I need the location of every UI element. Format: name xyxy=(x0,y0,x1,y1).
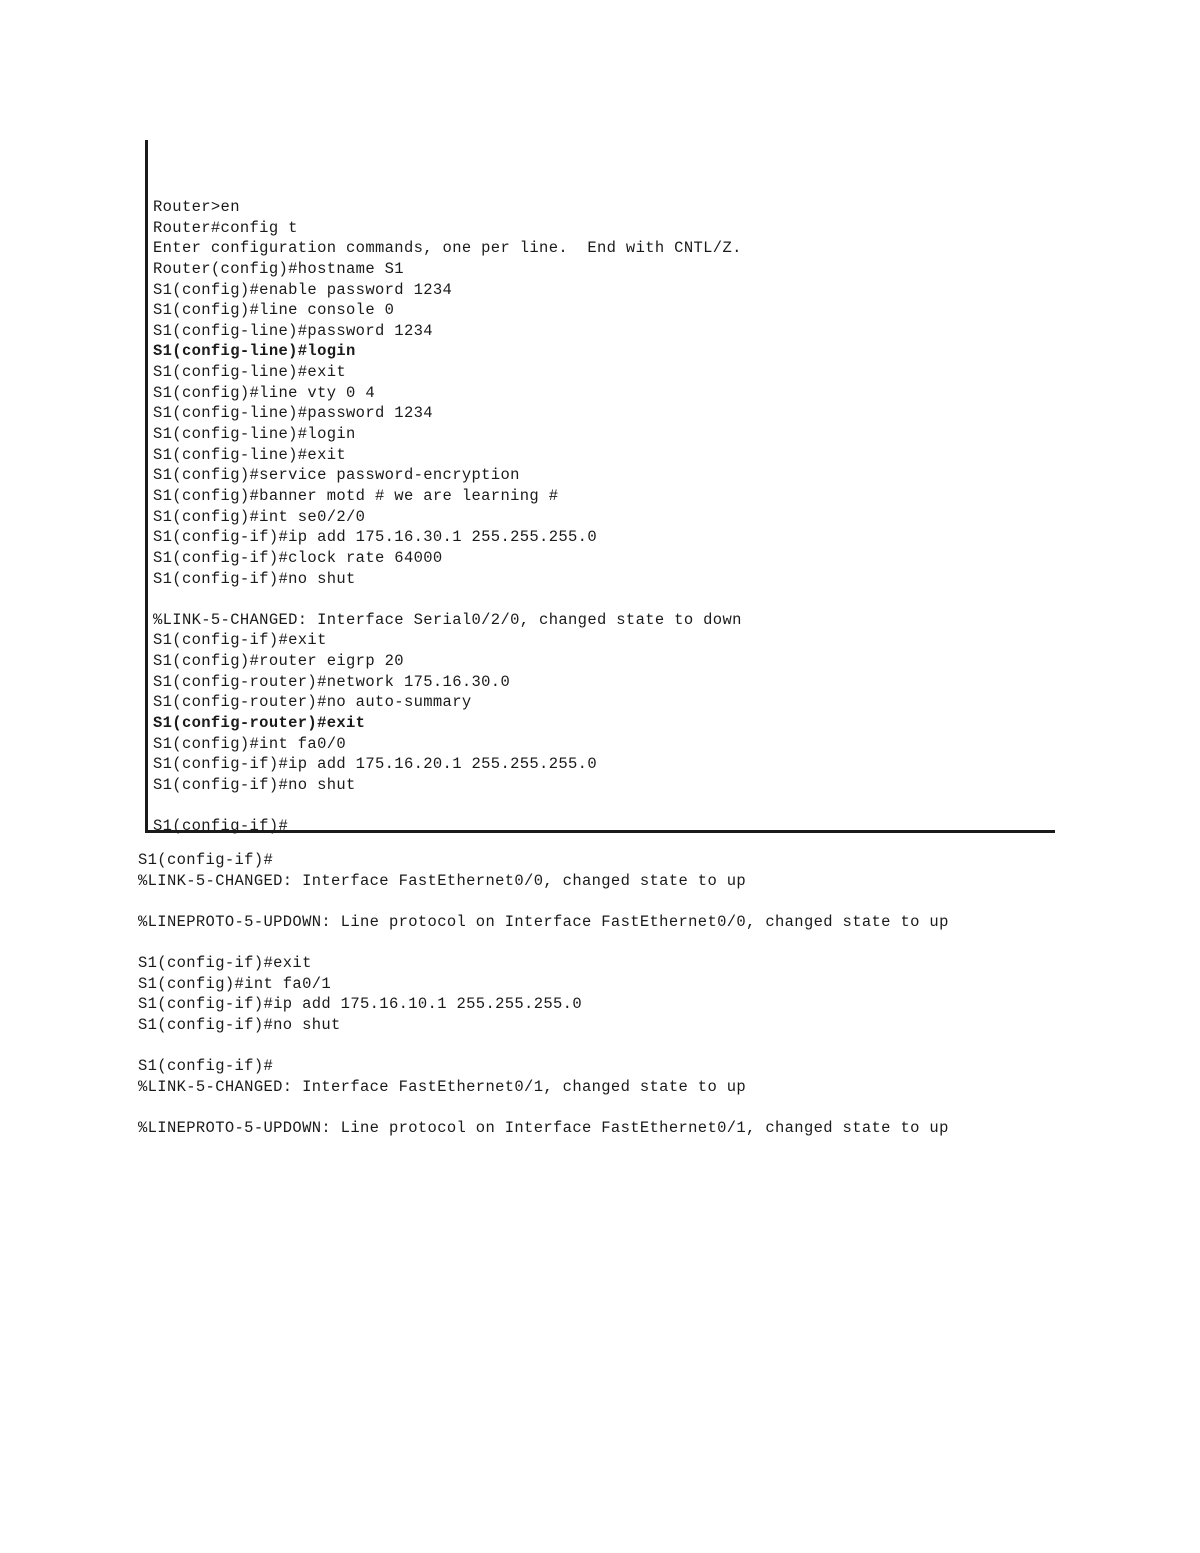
terminal-line: S1(config-router)#network 175.16.30.0 xyxy=(153,672,511,691)
terminal-line: S1(config)#router eigrp 20 xyxy=(153,652,404,671)
terminal-line: %LINK-5-CHANGED: Interface Serial0/2/0, changed state to down xyxy=(153,610,742,629)
terminal-line: S1(config)#int se0/2/0 xyxy=(153,507,366,526)
continuation-line xyxy=(138,933,949,954)
terminal-line: S1(config-if)#no shut xyxy=(153,569,356,588)
terminal-line: S1(config-if)#no shut xyxy=(153,775,356,794)
continuation-line xyxy=(138,1036,949,1057)
continuation-line: S1(config-if)#no shut xyxy=(138,1016,341,1035)
terminal-line: S1(config)#line console 0 xyxy=(153,301,395,320)
terminal-line: S1(config-if)#ip add 175.16.30.1 255.255.255.0 xyxy=(153,528,597,547)
terminal-line: S1(config-line)#exit xyxy=(153,363,347,382)
terminal-line: Router(config)#hostname S1 xyxy=(153,259,404,278)
continuation-line: S1(config-if)# xyxy=(138,1057,274,1076)
terminal-line: Enter configuration commands, one per line. End with CNTL/Z. xyxy=(153,239,742,258)
continuation-line xyxy=(138,1098,949,1119)
terminal-line: Router>en xyxy=(153,198,240,216)
terminal-line: S1(config)#enable password 1234 xyxy=(153,280,453,299)
terminal-line: S1(config)#banner motd # we are learning # xyxy=(153,486,559,505)
continuation-line: S1(config)#int fa0/1 xyxy=(138,974,332,993)
terminal-line: S1(config)#int fa0/0 xyxy=(153,734,347,753)
terminal-line: S1(config-if)#clock rate 64000 xyxy=(153,548,443,567)
terminal-line: S1(config)#service password-encryption xyxy=(153,466,520,485)
terminal-line: S1(config-router)#exit xyxy=(153,714,366,733)
terminal-line: S1(config-if)# xyxy=(153,817,289,836)
continuation-line xyxy=(138,891,949,912)
terminal-line: S1(config)#line vty 0 4 xyxy=(153,383,375,402)
terminal-line: Router#config t xyxy=(153,218,298,237)
continuation-line: %LINK-5-CHANGED: Interface FastEthernet0/0, changed state to up xyxy=(138,871,747,890)
continuation-line: %LINEPROTO-5-UPDOWN: Line protocol on Interface FastEthernet0/0, changed state to up xyxy=(138,912,949,931)
terminal-line: S1(config-line)#login xyxy=(153,342,356,361)
continuation-line: %LINEPROTO-5-UPDOWN: Line protocol on Interface FastEthernet0/1, changed state to up xyxy=(138,1119,949,1138)
terminal-line: S1(config-line)#login xyxy=(153,425,356,444)
continuation-line: S1(config-if)# xyxy=(138,851,274,869)
terminal-output xyxy=(153,197,742,837)
terminal-line: S1(config-line)#password 1234 xyxy=(153,404,433,423)
terminal-line xyxy=(153,589,742,610)
continuation-line: S1(config-if)#ip add 175.16.10.1 255.255.255.0 xyxy=(138,995,582,1014)
continuation-output xyxy=(138,850,949,1139)
continuation-line: S1(config-if)#exit xyxy=(138,954,312,973)
terminal-line xyxy=(153,796,742,817)
terminal-line: S1(config-if)#ip add 175.16.20.1 255.255.255.0 xyxy=(153,755,597,774)
continuation-line: %LINK-5-CHANGED: Interface FastEthernet0/1, changed state to up xyxy=(138,1078,747,1097)
terminal-line: S1(config-if)#exit xyxy=(153,631,327,650)
terminal-line: S1(config-line)#exit xyxy=(153,445,347,464)
terminal-line: S1(config-line)#password 1234 xyxy=(153,321,433,340)
terminal-line: S1(config-router)#no auto-summary xyxy=(153,693,472,712)
